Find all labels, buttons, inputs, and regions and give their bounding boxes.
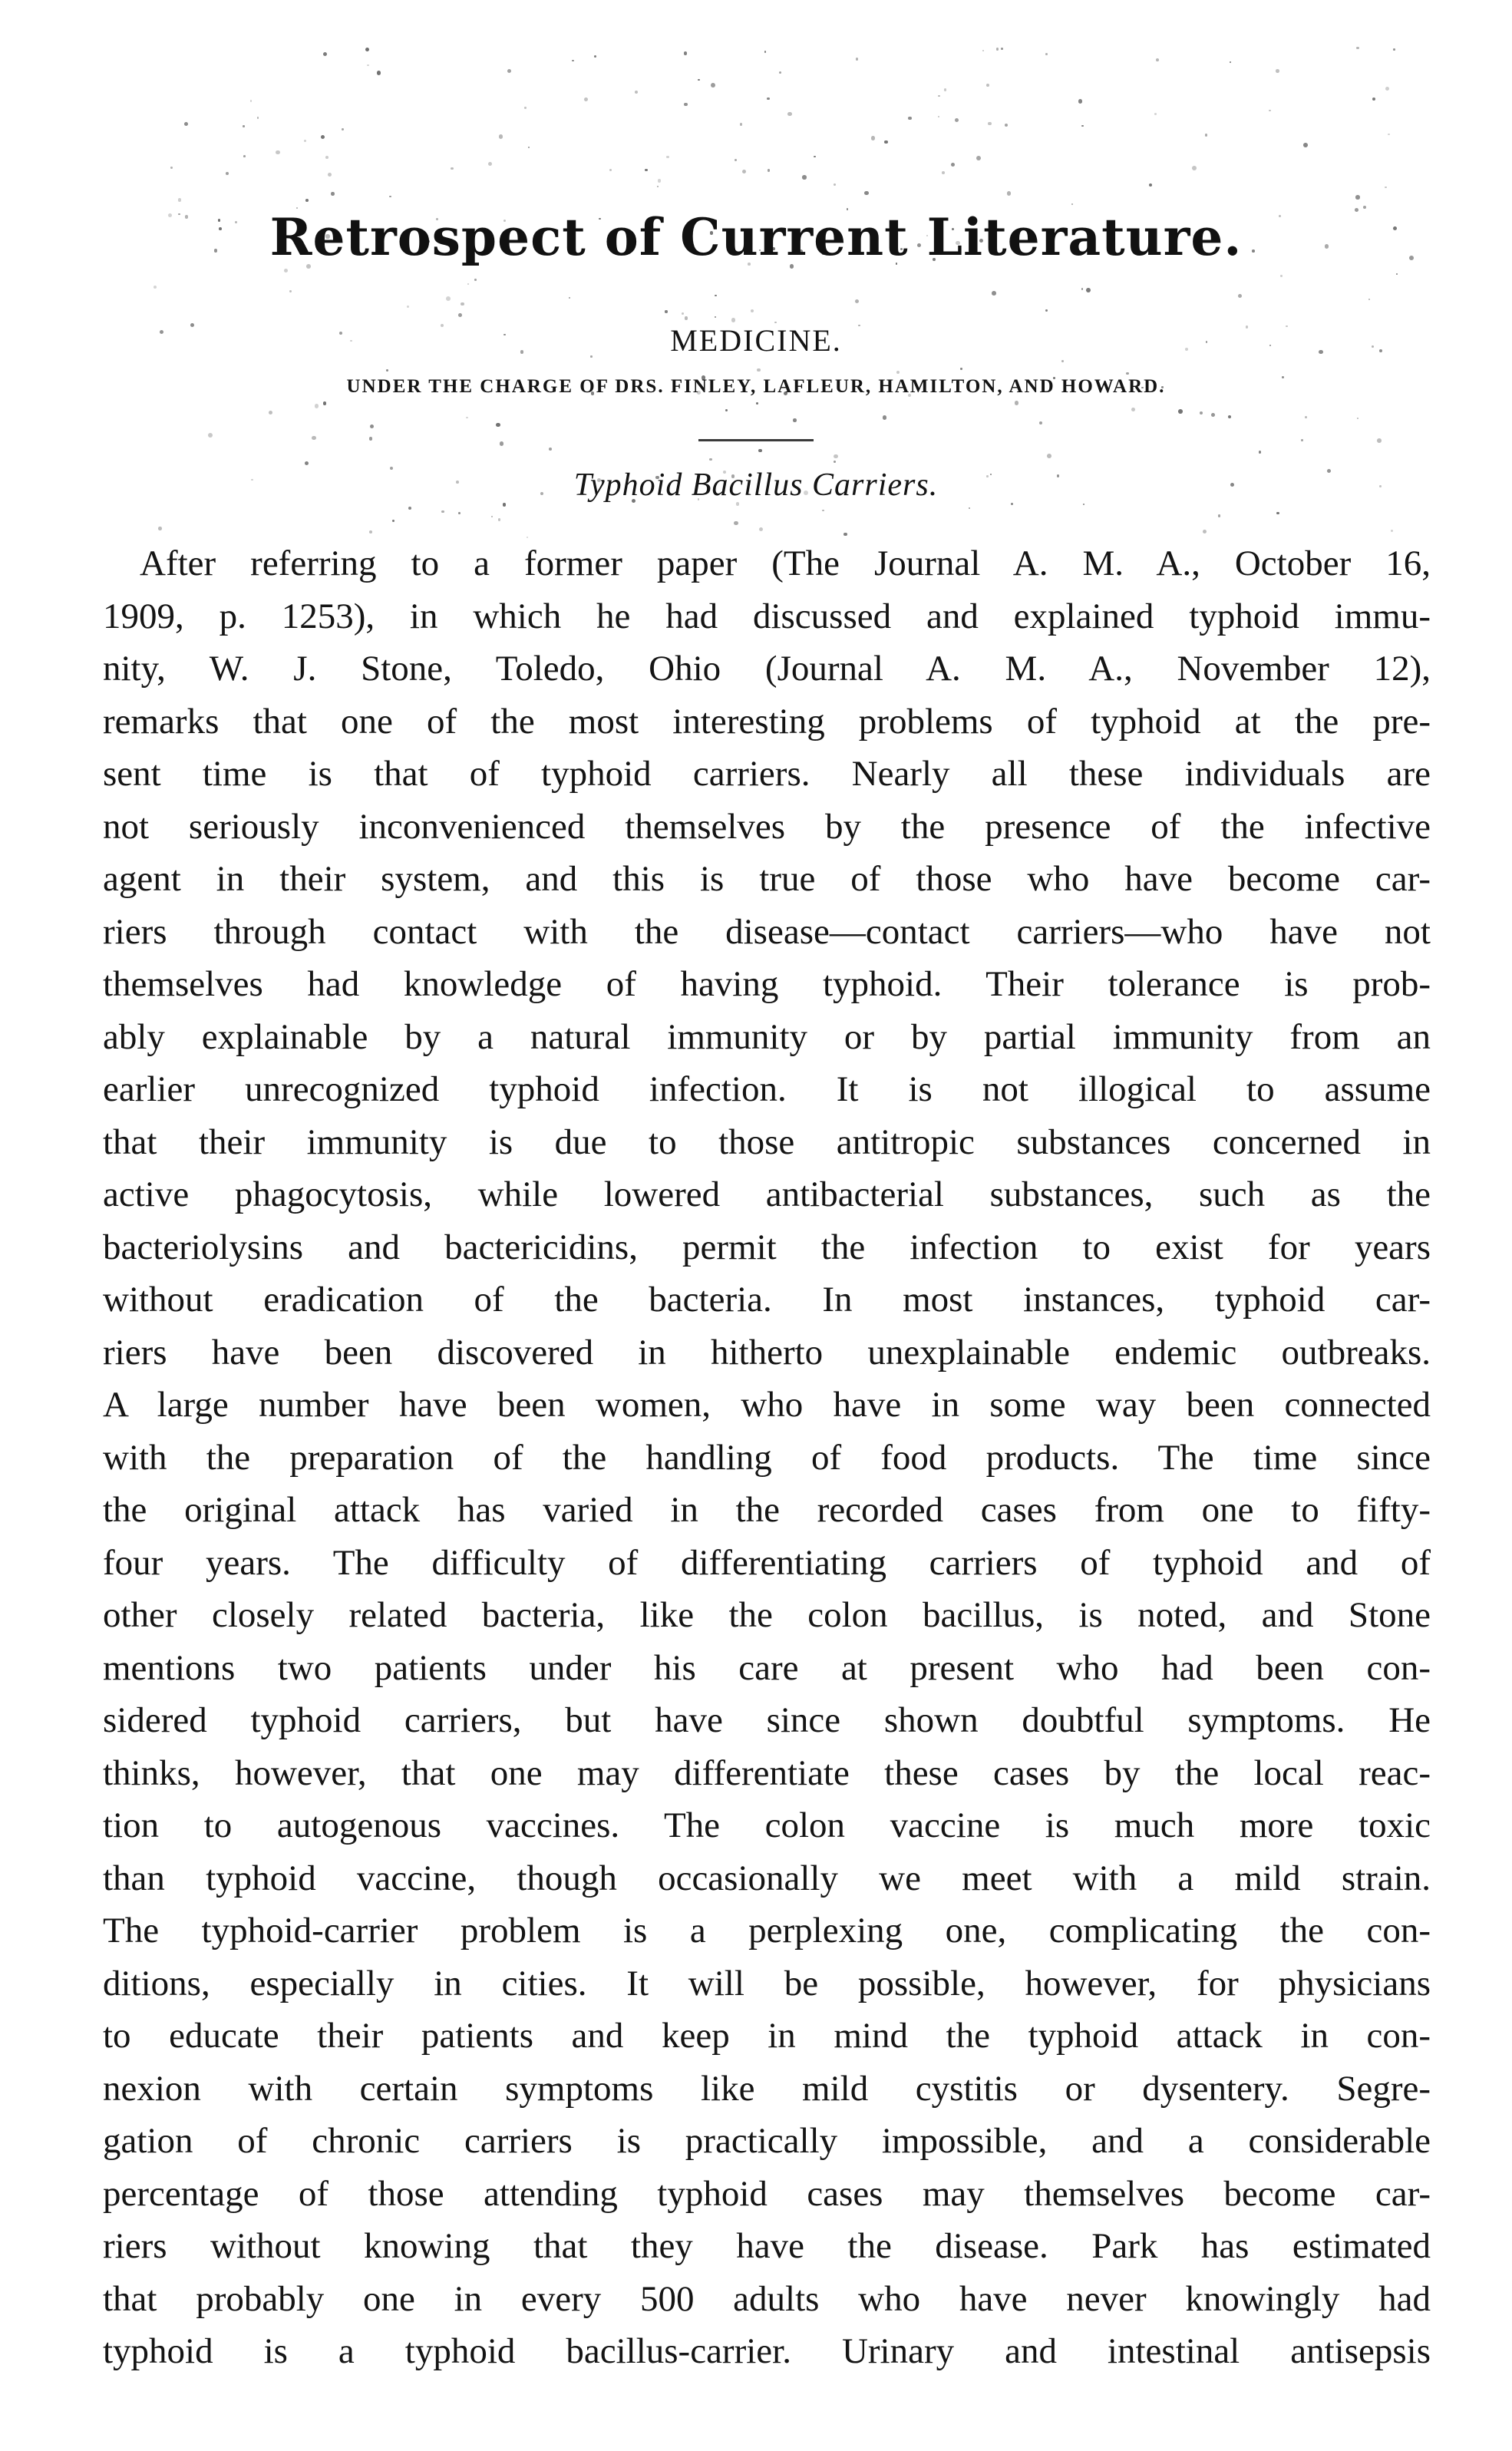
scan-speck xyxy=(698,79,699,81)
scan-speck xyxy=(1385,87,1389,91)
scan-speck xyxy=(802,175,807,180)
scan-speck xyxy=(1078,99,1082,103)
scan-speck xyxy=(1081,125,1084,127)
scan-speck xyxy=(758,449,761,452)
text-line: themselves had knowledge of having typhoid. Their tolerance is prob- xyxy=(103,964,1431,1004)
scan-speck xyxy=(1303,143,1308,147)
scan-speck xyxy=(369,530,372,533)
text-line: riers have been discovered in hitherto unexplainable endemic outbreaks. xyxy=(103,1332,1431,1372)
text-line: tion to autogenous vaccines. The colon vaccine is much more toxic xyxy=(103,1805,1431,1845)
scan-speck xyxy=(500,441,503,445)
scan-speck xyxy=(386,369,388,372)
scan-speck xyxy=(731,318,736,322)
scan-speck xyxy=(184,122,188,126)
scan-speck xyxy=(856,58,858,60)
text-line: not seriously inconvenienced themselves by the presence of the infective xyxy=(103,806,1431,847)
scan-speck xyxy=(658,179,661,182)
scan-speck xyxy=(572,60,573,61)
scan-speck xyxy=(883,415,887,420)
scan-speck xyxy=(988,122,992,126)
scan-speck xyxy=(491,516,493,517)
editors-line: UNDER THE CHARGE OF DRS. FINLEY, LAFLEUR, HAMILTON, AND HOWARD. xyxy=(346,376,1166,397)
scan-speck xyxy=(759,527,764,532)
scan-speck xyxy=(1377,438,1382,443)
scan-speck xyxy=(942,171,945,174)
text-line: The typhoid-carrier problem is a perplexing one, complicating the con- xyxy=(103,1911,1431,1951)
scan-speck xyxy=(635,91,638,94)
text-line: sent time is that of typhoid carriers. Nearly all these individuals are xyxy=(103,754,1431,794)
scan-speck xyxy=(1357,418,1358,419)
scan-speck xyxy=(549,448,552,451)
scan-speck xyxy=(814,156,815,157)
scan-speck xyxy=(1083,504,1084,505)
scan-speck xyxy=(499,134,503,138)
scan-speck xyxy=(682,312,684,315)
scan-speck xyxy=(208,433,213,438)
scan-speck xyxy=(369,437,372,440)
scan-speck xyxy=(250,100,253,102)
scan-speck xyxy=(1385,187,1386,188)
scan-speck xyxy=(1005,124,1008,127)
scan-speck xyxy=(498,518,501,521)
journal-section-title: Retrospect of Current Literature. xyxy=(269,207,1243,267)
text-line: nexion with certain symptoms like mild cystitis or dysentery. Segre- xyxy=(103,2068,1431,2109)
scan-speck xyxy=(569,297,570,299)
scan-speck xyxy=(328,173,332,177)
scan-speck xyxy=(441,510,444,513)
scan-speck xyxy=(284,269,288,273)
scan-speck xyxy=(243,155,246,157)
scan-speck xyxy=(822,510,824,511)
scan-speck xyxy=(524,107,526,108)
scan-speck xyxy=(507,69,511,73)
scan-speck xyxy=(392,520,395,522)
scan-speck xyxy=(331,192,335,196)
scan-speck xyxy=(951,163,955,167)
scan-speck xyxy=(389,196,391,197)
scan-speck xyxy=(1203,530,1207,533)
text-line: riers without knowing that they have the disease. Park has estimated xyxy=(103,2226,1431,2266)
scan-speck xyxy=(609,169,612,171)
article-title: Typhoid Bacillus Carriers. xyxy=(573,467,939,503)
scan-speck xyxy=(323,52,327,56)
scan-speck xyxy=(1388,134,1389,135)
scan-speck xyxy=(458,313,462,317)
scan-speck xyxy=(1086,288,1091,292)
scan-speck xyxy=(1131,408,1135,411)
scan-speck xyxy=(1126,372,1129,375)
text-line: After referring to a former paper (The Journal A. M. A., October 16, xyxy=(140,543,1431,583)
scan-speck xyxy=(474,279,476,280)
text-line: the original attack has varied in the recorded cases from one to fifty- xyxy=(103,1490,1431,1530)
section-heading: MEDICINE. xyxy=(670,323,842,358)
text-line: nity, W. J. Stone, Toledo, Ohio (Journal A. M. A., November 12), xyxy=(103,649,1431,689)
scan-speck xyxy=(315,404,319,408)
scan-speck xyxy=(657,186,659,187)
scan-speck xyxy=(257,117,259,119)
scan-speck xyxy=(528,147,530,148)
text-line: percentage of those attending typhoid cases may themselves become car- xyxy=(103,2173,1431,2214)
text-line: earlier unrecognized typhoid infection. It is not illogical to assume xyxy=(103,1069,1431,1109)
scan-speck xyxy=(1154,113,1157,115)
scan-speck xyxy=(986,84,989,87)
scan-speck xyxy=(1356,47,1358,49)
scan-speck xyxy=(684,103,687,106)
scan-speck xyxy=(243,125,244,127)
text-line: than typhoid vaccine, though occasionally we meet with a mild strain. xyxy=(103,1858,1431,1898)
scan-speck xyxy=(768,169,771,172)
scan-speck xyxy=(960,368,962,370)
scan-speck xyxy=(685,316,688,320)
text-line: agent in their system, and this is true of those who have become car- xyxy=(103,859,1431,899)
text-line: 1909, p. 1253), in which he had discussed and explained typhoid immu- xyxy=(103,596,1431,636)
scan-speck xyxy=(323,401,326,405)
scan-speck xyxy=(715,295,716,296)
text-line: thinks, however, that one may differentiate these cases by the local reac- xyxy=(103,1752,1431,1793)
scan-speck xyxy=(908,117,912,121)
scan-speck xyxy=(764,51,767,53)
scan-speck xyxy=(976,156,981,160)
scan-speck xyxy=(154,286,157,289)
text-line: sidered typhoid carriers, but have since shown doubtful symptoms. He xyxy=(103,1700,1431,1740)
text-line: active phagocytosis, while lowered antibacterial substances, such as the xyxy=(103,1174,1431,1214)
scan-speck xyxy=(1205,134,1207,136)
scan-speck xyxy=(321,135,325,139)
scan-speck xyxy=(938,116,939,117)
scan-speck xyxy=(1355,195,1360,200)
scan-speck xyxy=(170,167,172,168)
scan-speck xyxy=(1192,166,1197,170)
scan-speck xyxy=(665,310,667,312)
text-line: four years. The difficulty of differentiating carriers of typhoid and of xyxy=(103,1542,1431,1583)
scan-speck xyxy=(1301,439,1302,441)
scan-speck xyxy=(757,368,760,372)
scan-speck xyxy=(711,83,715,88)
scan-speck xyxy=(1015,401,1019,405)
scan-speck xyxy=(1218,514,1221,517)
scan-speck xyxy=(1061,360,1064,362)
text-line: ably explainable by a natural immunity or by partial immunity from an xyxy=(103,1016,1431,1057)
scan-speck xyxy=(1391,530,1393,532)
scan-speck xyxy=(779,71,781,74)
scan-speck xyxy=(1211,413,1215,417)
text-line: ditions, especially in cities. It will be possible, however, for physicians xyxy=(103,1963,1431,2003)
scan-speck xyxy=(312,436,316,441)
scan-speck xyxy=(488,162,492,166)
scan-speck xyxy=(787,112,792,117)
scan-speck xyxy=(1276,69,1279,73)
scan-speck xyxy=(1238,294,1242,298)
scan-speck xyxy=(767,97,770,101)
scan-speck xyxy=(467,283,469,285)
text-line: that probably one in every 500 adults who have never knowingly had xyxy=(103,2278,1431,2319)
scan-speck xyxy=(751,309,754,313)
scan-speck xyxy=(226,172,229,175)
text-line: riers through contact with the disease—contact carriers—who have not xyxy=(103,911,1431,952)
scan-speck xyxy=(1393,48,1395,50)
scan-speck xyxy=(1149,183,1153,187)
scan-speck xyxy=(377,71,381,75)
scan-speck xyxy=(289,290,292,293)
scan-speck xyxy=(178,198,181,201)
scan-speck xyxy=(884,140,888,144)
scan-speck xyxy=(1230,61,1231,63)
scan-speck xyxy=(834,183,836,186)
text-line: with the preparation of the handling of food products. The time since xyxy=(103,1437,1431,1478)
scan-speck xyxy=(451,167,453,170)
scan-speck xyxy=(367,64,368,66)
scan-speck xyxy=(1396,273,1398,275)
scan-speck xyxy=(742,170,746,173)
scan-speck xyxy=(1178,409,1183,414)
scan-speck xyxy=(458,512,461,514)
scan-speck xyxy=(734,521,738,526)
scan-speck xyxy=(1276,512,1279,515)
scan-speck xyxy=(793,418,796,421)
scan-speck xyxy=(1071,203,1073,205)
text-line: other closely related bacteria, like the colon bacillus, is noted, and Stone xyxy=(103,1595,1431,1635)
scan-speck xyxy=(370,424,374,428)
scan-speck xyxy=(864,191,868,195)
scan-speck xyxy=(1368,299,1370,300)
scan-speck xyxy=(1007,191,1011,195)
scan-speck xyxy=(365,48,369,51)
scan-speck xyxy=(1228,415,1231,418)
scan-speck xyxy=(996,48,999,51)
scan-speck xyxy=(466,417,467,418)
text-line: bacteriolysins and bactericidins, permit the infection to exist for years xyxy=(103,1227,1431,1267)
scan-speck xyxy=(843,533,847,537)
scan-speck xyxy=(1200,411,1203,415)
scan-speck xyxy=(756,402,758,405)
text-line: typhoid is a typhoid bacillus-carrier. Urinary and intestinal antisepsis xyxy=(103,2331,1431,2371)
scan-speck xyxy=(855,299,859,303)
scan-speck xyxy=(503,503,507,507)
scan-speck xyxy=(342,128,344,130)
scan-speck xyxy=(740,123,743,126)
scan-speck xyxy=(834,461,836,463)
scan-speck xyxy=(446,296,451,301)
scan-speck xyxy=(304,140,306,142)
text-line: to educate their patients and keep in mind the typhoid attack in con- xyxy=(103,2016,1431,2056)
scan-speck xyxy=(1001,48,1003,50)
scan-speck xyxy=(666,156,669,159)
scan-speck xyxy=(1047,454,1051,458)
scan-speck xyxy=(1280,275,1283,277)
text-line: without eradication of the bacteria. In most instances, typhoid car- xyxy=(103,1280,1431,1320)
scan-speck xyxy=(725,409,728,411)
scan-speck xyxy=(1372,97,1375,101)
scan-speck xyxy=(594,55,596,58)
scan-speck xyxy=(709,458,712,461)
scan-speck xyxy=(276,150,279,154)
scan-speck xyxy=(834,454,837,458)
scan-speck xyxy=(325,156,328,159)
divider-rule xyxy=(698,439,814,441)
scan-speck xyxy=(408,507,411,510)
scan-speck xyxy=(1305,416,1307,418)
scan-speck xyxy=(584,97,588,101)
scan-speck xyxy=(496,423,500,427)
text-line: gation of chronic carriers is practically impossible, and a considerable xyxy=(103,2121,1431,2161)
scan-speck xyxy=(896,371,900,374)
scan-speck xyxy=(305,199,309,202)
scan-speck xyxy=(1045,53,1048,55)
scan-speck xyxy=(158,527,161,530)
scan-speck xyxy=(715,316,716,318)
scan-speck xyxy=(944,88,947,91)
text-line: that their immunity is due to those antitropic substances concerned in xyxy=(103,1121,1431,1162)
scan-speck xyxy=(969,507,970,509)
text-line: A large number have been women, who have in some way been connected xyxy=(103,1385,1431,1425)
scan-speck xyxy=(955,118,959,123)
text-line: mentions two patients under his care at present who had been con- xyxy=(103,1647,1431,1688)
scan-speck xyxy=(1259,451,1262,454)
scan-speck xyxy=(269,411,272,415)
scan-speck xyxy=(1269,110,1270,111)
scan-speck xyxy=(982,50,984,51)
scan-speck xyxy=(1039,421,1042,424)
scan-speck xyxy=(645,169,647,171)
scan-speck xyxy=(684,51,687,55)
scan-speck xyxy=(1081,288,1084,290)
scan-speck xyxy=(735,159,737,161)
scan-speck xyxy=(407,306,409,308)
text-line: remarks that one of the most interesting problems of typhoid at the pre- xyxy=(103,701,1431,742)
scan-speck xyxy=(992,291,996,296)
scan-speck xyxy=(938,95,939,97)
scan-speck xyxy=(1156,58,1159,61)
scan-speck xyxy=(305,461,309,465)
scan-speck xyxy=(1045,309,1047,311)
scan-speck xyxy=(461,302,464,306)
article-body xyxy=(103,537,1431,2378)
scan-speck xyxy=(871,136,875,140)
